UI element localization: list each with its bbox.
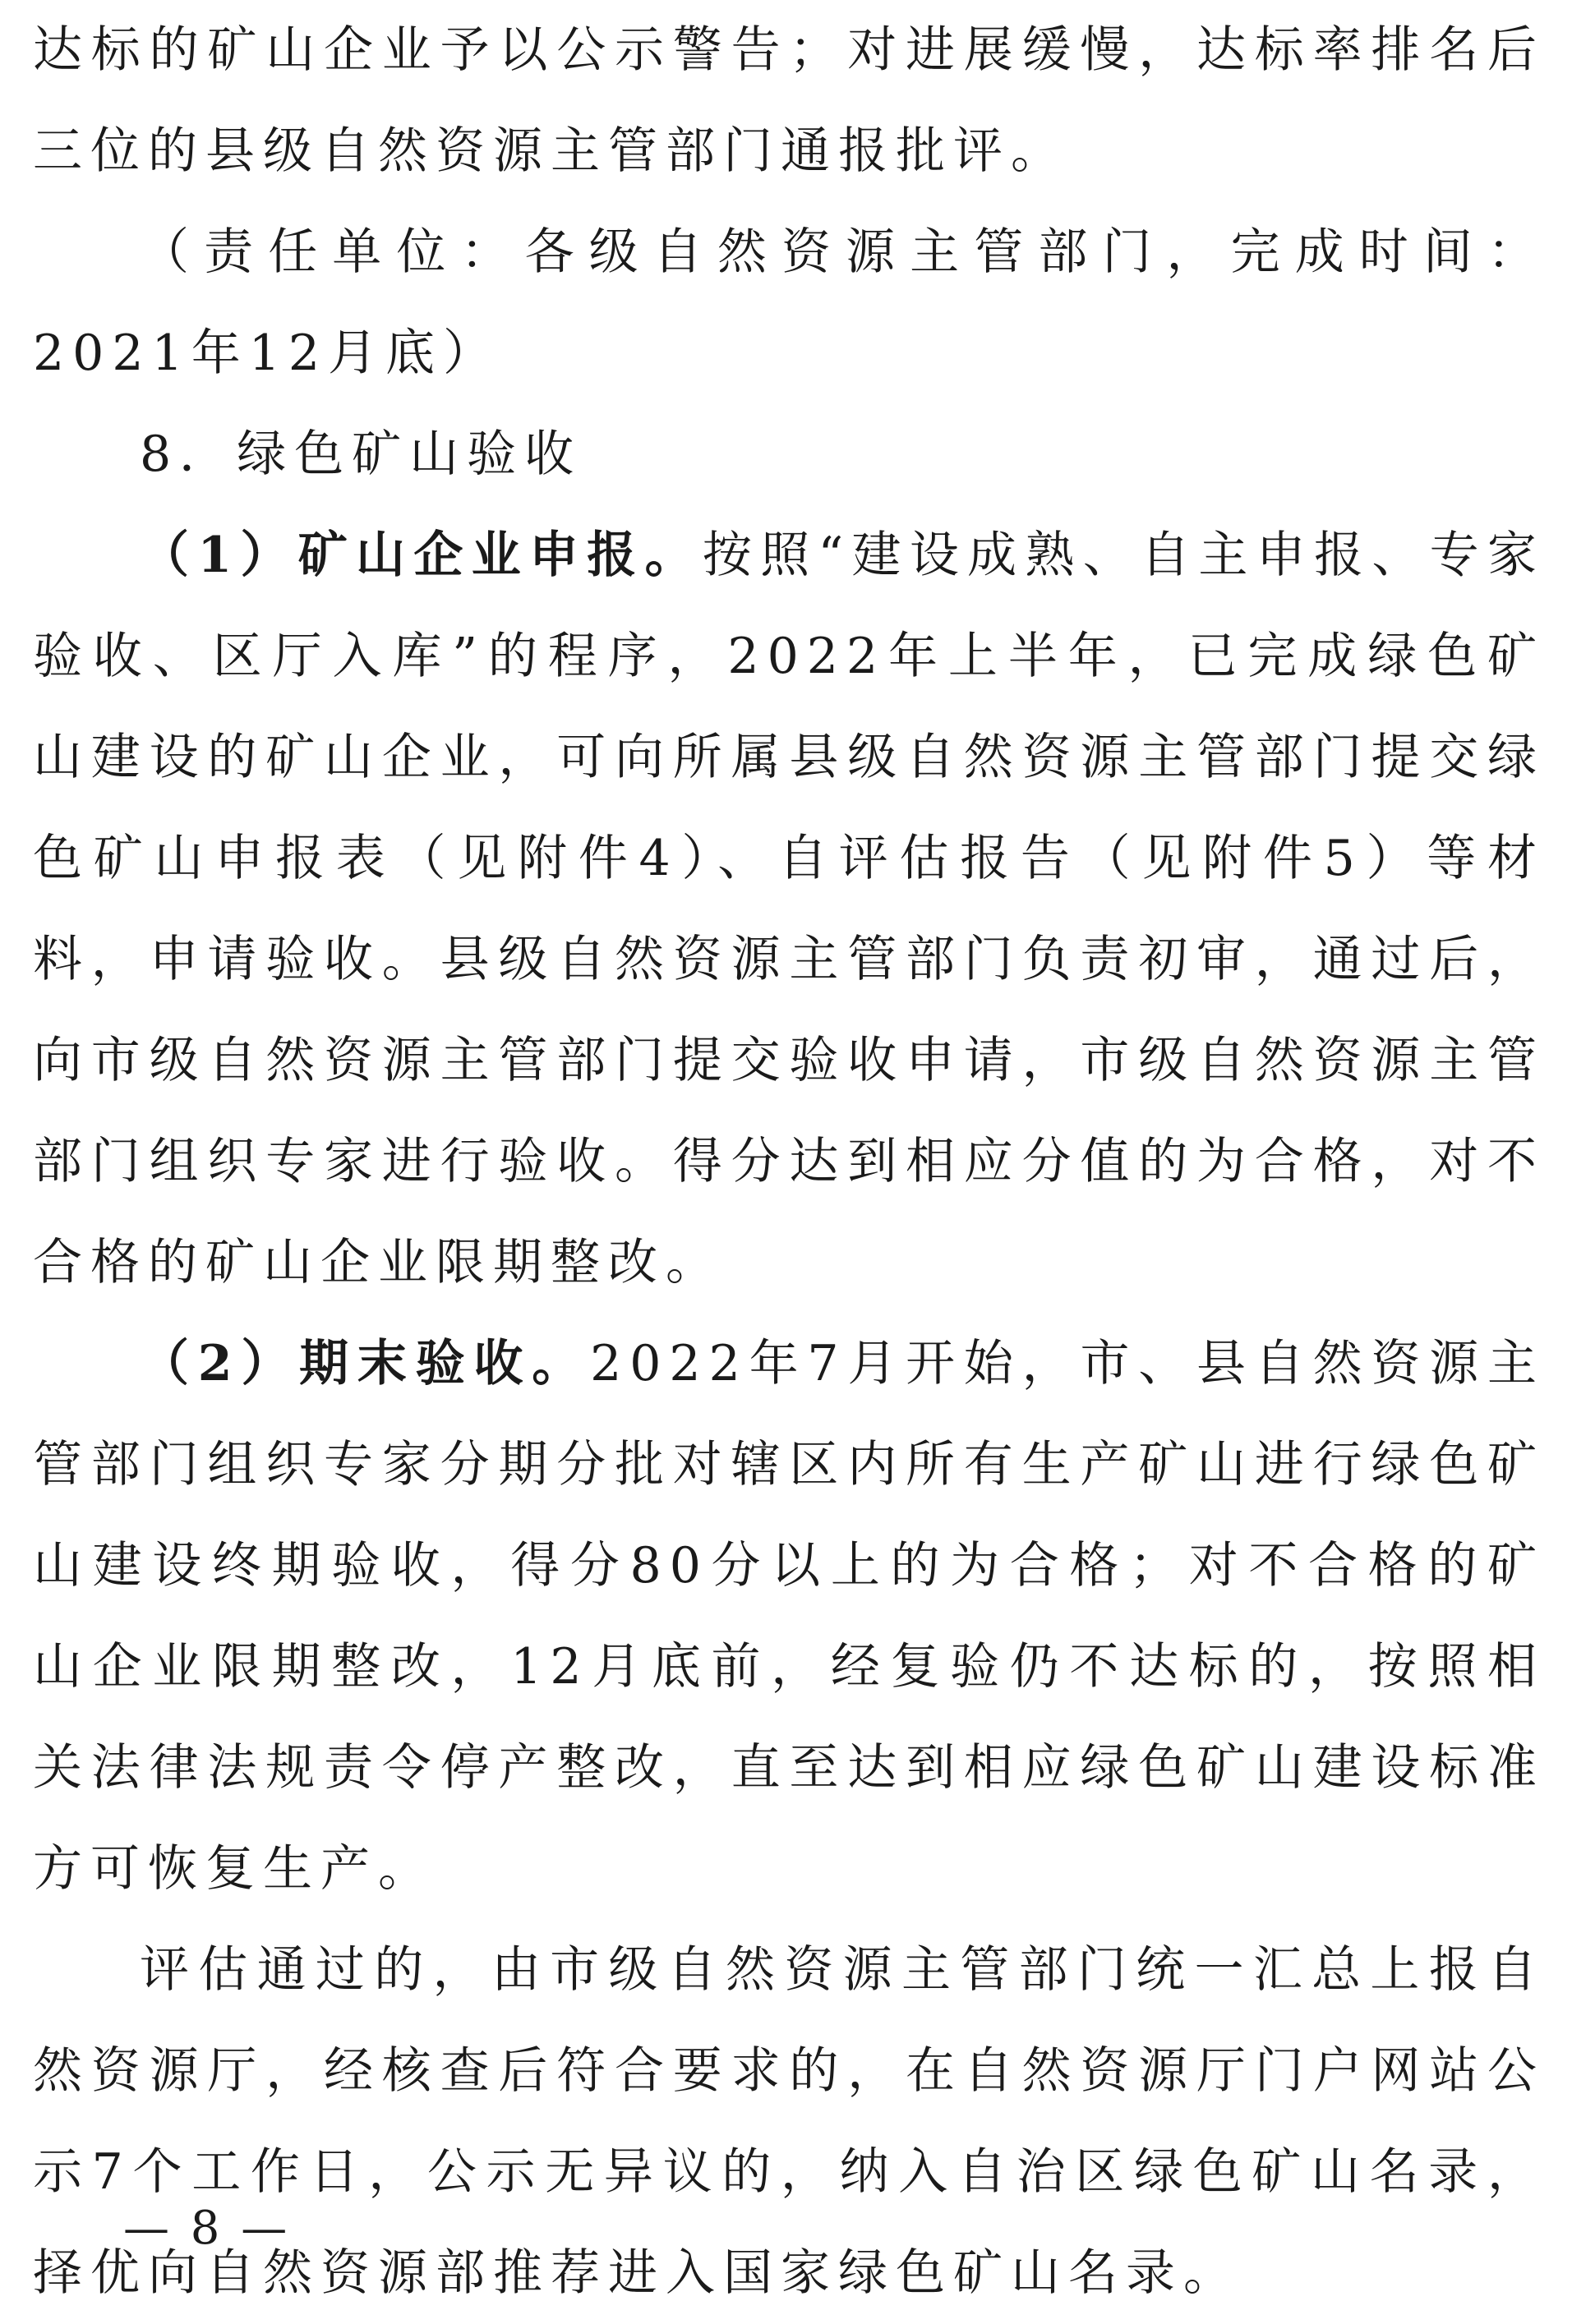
section-heading-green-mine-acceptance: 8．绿色矿山验收 [140,426,583,483]
page-number: — 8 — [123,2202,291,2255]
final-acceptance-body: 2022年7月开始，市、县自然资源主管部门组织专家分期分批对辖区内所有生产矿山进行绿色矿山建设终期验收，得分80分以上的为合格；对不合格的矿山企业限期整改，12月底前，经复验仍不达标的，按照相关法律法规责令停产整改，直至达到相应绿色矿山建设标准方可恢复生产。 [33,1335,1546,1898]
paragraph-evaluation-passed: 评估通过的，由市级自然资源主管部门统一汇总上报自然资源厅，经核查后符合要求的，在自然资源厅门户网站公示7个工作日，公示无异议的，纳入自治区绿色矿山名录，择优向自然资源部推荐进入国家绿色矿山名录。 [33,1941,1545,2302]
document-body [33,0,1545,2324]
paragraph-warning: 达标的矿山企业予以公示警告；对进展缓慢，达标率排名后三位的县级自然资源主管部门通报批评。 [33,21,1545,180]
paragraph-final-acceptance [33,1314,1545,1920]
subheading-enterprise-application: （1）矿山企业申报。 [140,527,703,584]
paragraph-responsibility: （责任单位：各级自然资源主管部门，完成时间：2021年12月底） [33,223,1545,382]
subheading-final-acceptance: （2）期末验收。 [140,1335,591,1392]
paragraph-enterprise-application [33,505,1545,1314]
enterprise-application-body: 按照“建设成熟、自主申报、专家验收、区厅入库”的程序，2022年上半年，已完成绿色矿山建设的矿山企业，可向所属县级自然资源主管部门提交绿色矿山申报表（见附件4）、自评估报告（见附件5）等材料，申请验收。县级自然资源主管部门负责初审，通过后，向市级自然资源主管部门提交验收申请，市级自然资源主管部门组织专家进行验收。得分达到相应分值的为合格，对不合格的矿山企业限期整改。 [33,527,1545,1291]
